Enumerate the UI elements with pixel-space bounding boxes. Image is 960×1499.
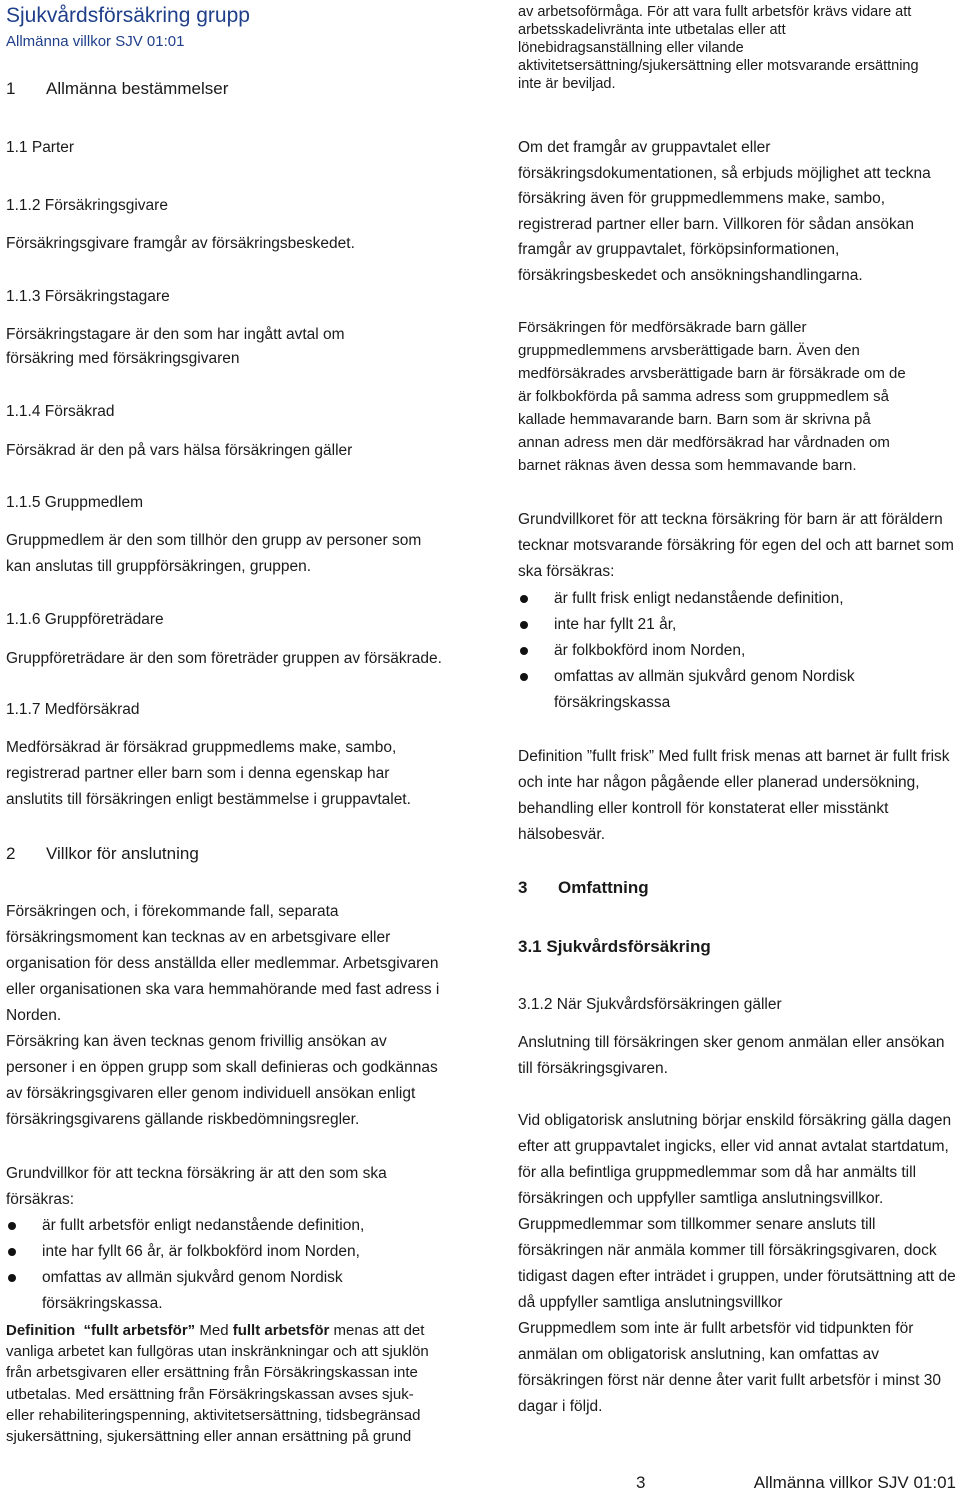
definition-rest: menas att det bbox=[329, 1322, 425, 1339]
text-line: registrerad partner eller barn. Villkoren för sådan ansökan bbox=[518, 215, 915, 233]
bullet-dot-icon bbox=[520, 621, 528, 629]
text-line: annan adress men där medförsäkrad har vårdnaden om bbox=[518, 434, 890, 451]
text-line: då uppfyller samtliga anslutningsvillkor bbox=[518, 1294, 783, 1311]
text-line: Vid obligatorisk anslutning börjar enskild försäkring gälla dagen bbox=[518, 1112, 952, 1129]
text-line: till försäkringsgivaren. bbox=[518, 1060, 668, 1077]
text-line: medförsäkrades arvsberättigade barn är försäkrade om de bbox=[518, 365, 906, 382]
text-line: hälsobesvär. bbox=[518, 826, 606, 843]
text-line: från arbetsgivaren eller ersättning från Försäkringskassan inte bbox=[6, 1364, 418, 1382]
section-1-1-3-line-2 bbox=[6, 346, 239, 372]
text-line: eller rehabiliteringspenning, aktivitetsersättning, tidsbegränsad bbox=[6, 1406, 421, 1424]
term-forsakring: försäkring bbox=[6, 350, 75, 367]
family-paragraph bbox=[518, 135, 931, 288]
list-item bbox=[518, 586, 855, 612]
section-1-title: Allmänna bestämmelser bbox=[46, 79, 229, 98]
right-bullet-list bbox=[518, 586, 855, 716]
obligatory-paragraph bbox=[518, 1108, 956, 1420]
list-item bbox=[518, 612, 855, 638]
section-2-number: 2 bbox=[6, 844, 16, 863]
text-line: framgår av gruppavtalet, förköpsinformationen, bbox=[518, 241, 840, 258]
section-3-heading bbox=[518, 876, 649, 900]
section-3-1-heading: 3.1 Sjukvårdsförsäkring bbox=[518, 937, 711, 956]
document-title: Sjukvårdsförsäkring grupp bbox=[6, 4, 250, 27]
page-number: 3 bbox=[636, 1473, 646, 1492]
bullet-dot-icon bbox=[8, 1222, 16, 1230]
text-line: personer i en öppen grupp som skall definieras och godkännas bbox=[6, 1059, 438, 1076]
list-item-text: är fullt arbetsför enligt nedanstående definition, bbox=[42, 1217, 365, 1234]
section-1-1-7-heading: 1.1.7 Medförsäkrad bbox=[6, 701, 140, 718]
text-line: försäkringsmoment kan tecknas av en arbetsgivare eller bbox=[6, 929, 391, 946]
connection-paragraph bbox=[518, 1030, 945, 1082]
section-1-heading bbox=[6, 77, 228, 101]
basic-condition-paragraph bbox=[518, 507, 954, 585]
list-item bbox=[6, 1239, 364, 1265]
definition-fullt-arbetsfor bbox=[6, 1320, 429, 1447]
section-2-title: Villkor för anslutning bbox=[46, 844, 199, 863]
page-footer bbox=[0, 1470, 960, 1496]
text-line: behandling eller kontroll för konstaterat eller misstänkt bbox=[518, 800, 889, 817]
text-line: försäkring även för gruppmedlemmens make, sambo, bbox=[518, 190, 885, 207]
text-line: försäkringsbeskedet och ansökningshandlingarna. bbox=[518, 266, 863, 284]
section-1-1-3-line-2-rest: med försäkringsgivaren bbox=[74, 350, 240, 367]
definition-med: Med bbox=[195, 1322, 233, 1339]
text-line: försäkras: bbox=[6, 1191, 75, 1208]
list-item bbox=[518, 664, 855, 690]
text-line: kallade hemmavarande barn. Barn som är skrivna på bbox=[518, 411, 871, 428]
text-line: tecknar motsvarande försäkring för egen del och att barnet som bbox=[518, 537, 954, 554]
section-1-1-7-body bbox=[6, 735, 411, 813]
bullet-dot-icon bbox=[520, 647, 528, 655]
list-item bbox=[6, 1265, 364, 1291]
text-line: aktivitetsersättning/sjukersättning eller motsvarande ersättning bbox=[518, 58, 919, 74]
text-line: sjukersättning, sjukersättning eller annan ersättning på grund bbox=[6, 1428, 412, 1446]
children-paragraph bbox=[518, 316, 906, 477]
text-line: eller organisationen ska vara hemmahörande med fast adress i bbox=[6, 981, 440, 998]
text-line: försäkringen och uppfyller samtliga anslutningsvillkor. bbox=[518, 1190, 884, 1207]
section-3-1-2-heading: 3.1.2 När Sjukvårdsförsäkringen gäller bbox=[518, 996, 782, 1013]
text-line: Försäkringen och, i förekommande fall, separata bbox=[6, 903, 339, 920]
section-1-1-3-line-1: Försäkringstagare är den som har ingått avtal om bbox=[6, 326, 345, 343]
text-line: Norden. bbox=[6, 1007, 62, 1024]
list-item bbox=[518, 638, 855, 664]
section-3-title: Omfattning bbox=[558, 878, 649, 897]
text-line: ska försäkras: bbox=[518, 563, 615, 580]
text-line: inte är beviljad. bbox=[518, 76, 616, 92]
definition-first-line bbox=[6, 1320, 429, 1341]
text-line: gruppmedlemmens arvsberättigade barn. Även den bbox=[518, 342, 860, 359]
section-1-1-5-heading: 1.1.5 Gruppmedlem bbox=[6, 494, 143, 511]
section-1-1-heading: 1.1 Parter bbox=[6, 139, 75, 156]
text-line: Gruppmedlem är den som tillhör den grupp av personer som bbox=[6, 532, 422, 549]
text-line: försäkringen först när denne åter varit fullt arbetsför i minst 30 bbox=[518, 1372, 942, 1389]
text-line: lönebidragsanställning eller vilande bbox=[518, 40, 744, 56]
section-1-1-6-heading: 1.1.6 Gruppföreträdare bbox=[6, 611, 164, 628]
text-line: Gruppmedlemmar som tillkommer senare ansluts till bbox=[518, 1216, 876, 1233]
text-line: av försäkringsgivaren eller genom individuell ansökan enligt bbox=[6, 1085, 416, 1102]
text-line: barnet räknas även dessa som hemmavande barn. bbox=[518, 457, 857, 474]
text-line: Försäkring kan även tecknas genom frivillig ansökan av bbox=[6, 1033, 387, 1050]
text-line: av arbetsoförmåga. För att vara fullt arbetsför krävs vidare att bbox=[518, 4, 912, 20]
section-1-1-5-body bbox=[6, 528, 421, 580]
text-line: kan anslutas till gruppförsäkringen, gruppen. bbox=[6, 558, 312, 575]
section-1-1-6-body: Gruppföreträdare är den som företräder gruppen av försäkrade. bbox=[6, 650, 442, 667]
text-line: Anslutning till försäkringen sker genom anmälan eller ansökan bbox=[518, 1034, 945, 1051]
list-item-text: omfattas av allmän sjukvård genom Nordisk bbox=[554, 668, 855, 685]
text-line: registrerad partner eller barn som i denna egenskap har bbox=[6, 765, 390, 782]
section-1-1-2-body: Försäkringsgivare framgår av försäkringsbeskedet. bbox=[6, 235, 355, 252]
list-item-text: inte har fyllt 66 år, är folkbokförd inom Norden, bbox=[42, 1243, 360, 1260]
definition-term-2: fullt arbetsför bbox=[232, 1322, 330, 1339]
list-item bbox=[6, 1213, 364, 1239]
footer-title: Allmänna villkor SJV 01:01 bbox=[753, 1473, 956, 1492]
text-line: dagar i följd. bbox=[518, 1398, 603, 1415]
text-line: är folkbokförda på samma adress som gruppmedlem så bbox=[518, 388, 890, 405]
section-3-number: 3 bbox=[518, 878, 528, 897]
text-line: försäkringsgivarens gällande riskbedömningsregler. bbox=[6, 1111, 360, 1128]
section-1-1-4-body: Försäkrad är den på vars hälsa försäkringen gäller bbox=[6, 442, 353, 459]
list-item-continuation bbox=[6, 1291, 364, 1317]
list-item-continuation bbox=[518, 690, 855, 716]
definition-fullt-frisk bbox=[518, 744, 950, 848]
text-line: utbetalas. Med ersättning från Försäkringskassan avses sjuk- bbox=[6, 1385, 414, 1403]
section-1-number: 1 bbox=[6, 79, 16, 98]
text-line: organisation för dess anställda eller medlemmar. Arbetsgivaren bbox=[6, 955, 439, 972]
section-1-1-4-heading: 1.1.4 Försäkrad bbox=[6, 403, 115, 420]
bullet-dot-icon bbox=[520, 673, 528, 681]
text-line: Medförsäkrad är försäkrad gruppmedlems make, sambo, bbox=[6, 739, 397, 756]
definition-label: Definition bbox=[6, 1322, 76, 1339]
section-2-heading bbox=[6, 842, 199, 866]
text-line: Försäkringen för medförsäkrade barn gäller bbox=[518, 319, 807, 336]
section-2-paragraph-2 bbox=[6, 1161, 387, 1213]
text-line: för alla befintliga gruppmedlemmar som då har anmälts till bbox=[518, 1164, 917, 1181]
list-item-text: omfattas av allmän sjukvård genom Nordisk bbox=[42, 1269, 343, 1286]
bullet-dot-icon bbox=[8, 1248, 16, 1256]
text-line: tidigast dagen efter inträdet i gruppen, under förutsättning att de bbox=[518, 1268, 956, 1285]
bullet-dot-icon bbox=[520, 595, 528, 603]
text-line: Definition ”fullt frisk” Med fullt frisk menas att barnet är fullt frisk bbox=[518, 748, 950, 765]
section-2-paragraph-1 bbox=[6, 899, 439, 1133]
definition-term: “fullt arbetsför” bbox=[83, 1322, 196, 1339]
list-item-text: är folkbokförd inom Norden, bbox=[554, 642, 746, 659]
text-line: anslutits till försäkringen enligt bestämmelse i gruppavtalet. bbox=[6, 791, 411, 808]
text-line: Grundvillkor för att teckna försäkring är att den som ska bbox=[6, 1165, 387, 1182]
list-item-text: försäkringskassa bbox=[554, 694, 671, 711]
list-item-text: är fullt frisk enligt nedanstående definition, bbox=[554, 590, 844, 607]
text-line: vanliga arbetet kan fullgöras utan inskränkningar och att sjuklön bbox=[6, 1343, 429, 1361]
text-line: Grundvillkoret för att teckna försäkring för barn är att föräldern bbox=[518, 511, 943, 528]
section-1-1-2-heading: 1.1.2 Försäkringsgivare bbox=[6, 197, 168, 214]
left-bullet-list bbox=[6, 1213, 364, 1317]
text-line: Om det framgår av gruppavtalet eller bbox=[518, 139, 771, 156]
bullet-dot-icon bbox=[8, 1274, 16, 1282]
text-line: försäkringsdokumentationen, så erbjuds möjlighet att teckna bbox=[518, 164, 931, 182]
document-subtitle: Allmänna villkor SJV 01:01 bbox=[6, 33, 185, 50]
section-1-1-3-heading: 1.1.3 Försäkringstagare bbox=[6, 288, 170, 305]
text-line: efter att gruppavtalet ingicks, eller vid annat avtalat startdatum, bbox=[518, 1138, 949, 1155]
text-line: anmälan om obligatorisk anslutning, kan omfattas av bbox=[518, 1346, 880, 1363]
text-line: Gruppmedlem som inte är fullt arbetsför vid tidpunkten för bbox=[518, 1320, 914, 1337]
text-line: och inte har någon pågående eller planerad undersökning, bbox=[518, 774, 920, 791]
continued-paragraph bbox=[518, 3, 919, 93]
list-item-text: inte har fyllt 21 år, bbox=[554, 616, 677, 633]
text-line: arbetsskadelivränta inte utbetalas eller att bbox=[518, 22, 786, 38]
list-item-text: försäkringskassa. bbox=[42, 1295, 163, 1312]
text-line: försäkringen när anmäla kommer till försäkringsgivaren, dock bbox=[518, 1242, 937, 1259]
